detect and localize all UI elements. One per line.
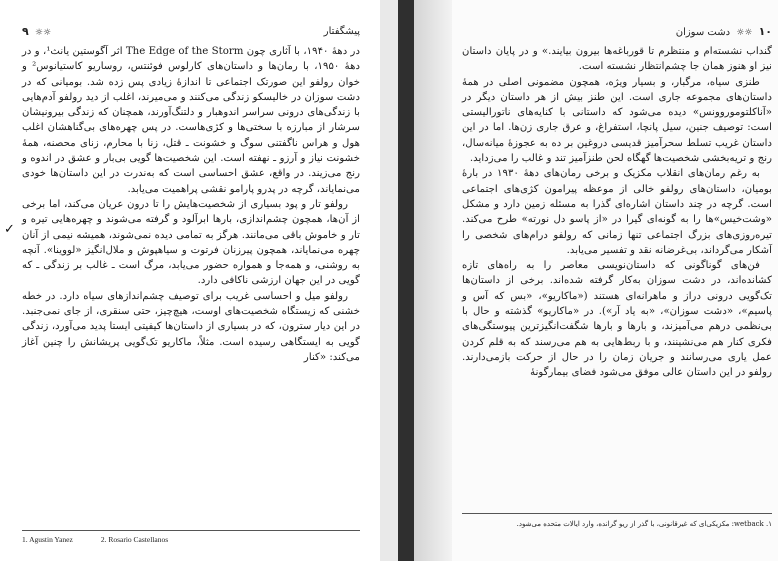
footnote: 2. Rosario Castellanos	[100, 535, 169, 544]
left-footnotes	[22, 530, 360, 544]
body-paragraph: طنزی سیاه، مرگبار، و بسیار ویژه، همچون مضمونی اصلی در همۀ داستان‌های مجموعه جاری است. این طنز بیش از هر داستان دیگر در «آناکلتوموروونس» دیده می‌شود که داستانی با کنایه‌های ناتورالیستی است: توصیف جنین، سیل پانچا، استفراغ، و عرق جاری زن‌ها. اما در این داستان غریب تسلط سحرآمیز قدیسی دروغین بر ده به عجوزۀ میانه‌سال، رنج و تریه‌بخشی شخصیت‌ها گهگاه لحن طنزآمیز تند و غالب را می‌زداید.	[462, 76, 772, 165]
body-paragraph: فن‌های گوناگونی که داستان‌نویسی معاصر را به راه‌های تازه کشانده‌اند، در دشت سوزان به‌کار گرفته شده‌اند. برخی از داستان‌ها تک‌گویی درونی دراز و ماهرانه‌ای هستند («ماکاریو»، «بس که آس و پاسیم»، «دشت سوزان»، «به یاد آر»). در «ماکاریو» گذشته و حال با بی‌نظمی درهم می‌آمیزند، و بارها و بارها شگفت‌انگیزترین پیوستگی‌های فکری کنار هم می‌نشینند، و با ربط‌هایی به هم می‌رسند که به قلم کردن عمل یاری می‌رسانند و جریان زمان را در حال از حرکت بازمی‌دارند. رولفو در این داستان عالی موفق می‌شود فضای بیمارگونهٔ	[462, 260, 772, 379]
right-footnote: ۱. wetback: مکزیکی‌ای که غیرقانونی، با گذر از ریو گرانده، وارد ایالات متحده می‌شود.	[462, 513, 772, 529]
right-page-header	[462, 22, 772, 40]
page-number: ۹	[22, 24, 29, 38]
body-paragraph: رولفو میل و احساسی غریب برای توصیف چشم‌اندازهای سیاه دارد. در خطه خشنی که زیستگاه شخصیت‌های اوست، هیچ‌چیز، حتی سنقری، از جای نمی‌جنبد. در این دیار سترون، که در بسیاری از داستان‌ها کیفیتی ایستا پدید می‌آورد، زندگی گویی به ایستگاهی رسیده است. مثلاً، ماکاریو تک‌گویی پریشانش را چنین آغاز می‌کند: «کنار	[22, 290, 360, 363]
footnote: 1. Agustin Yanez	[22, 535, 73, 544]
body-paragraph: رولفو تار و پود بسیاری از شخصیت‌هایش را تا درون عریان می‌کند، اما برخی از آن‌ها، همچون چشم‌اندازی، بارها ابرآلود و گرفته می‌شوند و چهره‌هایی تیره و تار و خاموش باقی می‌مانند. هرگز به تمامی دیده نمی‌شوند، همیشه نیمی از آنان چهره می‌نمایاند، همچون پیرزنان فرتوت و سیاهپوش و ملال‌انگیز «لووینا». آنچه به روشنی، و همه‌جا و همواره حضور می‌یابد، مرگ است ـ غالب بر زندگی ـ که گویی در این جهان ارزشی ناکافی دارد.	[22, 198, 360, 287]
ornament-icon: ☼☼	[34, 27, 52, 38]
running-head-title: پیشگفتار	[323, 25, 360, 37]
ornament-icon: ☼☼	[736, 27, 753, 38]
right-page	[452, 0, 778, 561]
page-number: ۱۰	[758, 24, 772, 38]
left-body-text	[22, 44, 360, 365]
left-page-header	[22, 22, 360, 40]
book-gutter	[380, 0, 452, 561]
page-number-block	[22, 25, 54, 38]
running-head-title: دشت سوزان	[675, 26, 731, 38]
body-paragraph: در دهۀ ۱۹۴۰، با آثاری چون The Edge of the Storm اثر آگوستین یانث¹، و در دهۀ ۱۹۵۰، با رمان‌ها و داستان‌های کارلوس فوئنتس، روساریو کاستیانوس² و خوان رولفو این صورتک اجتماعی تا اندازۀ زیادی پس زده شد. بومیانی که در دشت سوزان در خالیسکو زندگی می‌کنند و می‌میرند، اغلب از دید رولفو آدم‌هایی با زندگی‌های درونی سراسر اندوهبار و دلتنگ‌آورند، همچنان که زندگی بیرونیشان سرشار از مبارزه با سختی‌ها و کژی‌هاست. در پس چهره‌های بی‌گناهشان اغلب هول و هراس ناگفتنی سوگ و خشونت ـ قتل، زنا با محارم، زنای محصنه، همۀ خشونت نیاز و آرزو ـ نهفته است. این شخصیت‌ها گویی بی‌بار و عشق در اندوه و رنج می‌زیند. در واقع، عشق احساسی است که به‌ندرت در این داستان‌ها خودی می‌نمایاند، گرچه در پدرو پارامو نقشی پراهمیت می‌یابد.	[22, 46, 361, 195]
handwritten-check-mark: ✓	[4, 222, 15, 237]
left-page	[0, 0, 380, 561]
right-body-text	[462, 44, 772, 381]
body-paragraph: به رغم رمان‌های انقلاب مکزیک و برخی رمان‌های دهۀ ۱۹۳۰ در بارۀ بومیان، داستان‌های رولفو خالی از موعظه پیرامون کژی‌های اجتماعی است. گرچه در چند داستان اشاره‌ای گذرا به مسئله زمین دارد و مشکل «وشت‌خیس»ها را به گونه‌ای گیرا در «از پاسو دل نورته» طرح می‌کند. تیره‌روزی‌های بزرگ اجتماعی تنها زمانی که رولفو درام‌های شخصی را آشکار می‌گرداند، بی‌غرضانه نقد و تفسیر می‌یابد.	[462, 168, 772, 256]
page-number-block	[676, 25, 772, 38]
body-paragraph: گنداب نشسته‌ام و منتظرم تا قورباغه‌ها بیرون بیایند.» و در پایان داستان نیز او هنوز همان جا چشم‌انتظار نشسته است.	[462, 46, 772, 73]
